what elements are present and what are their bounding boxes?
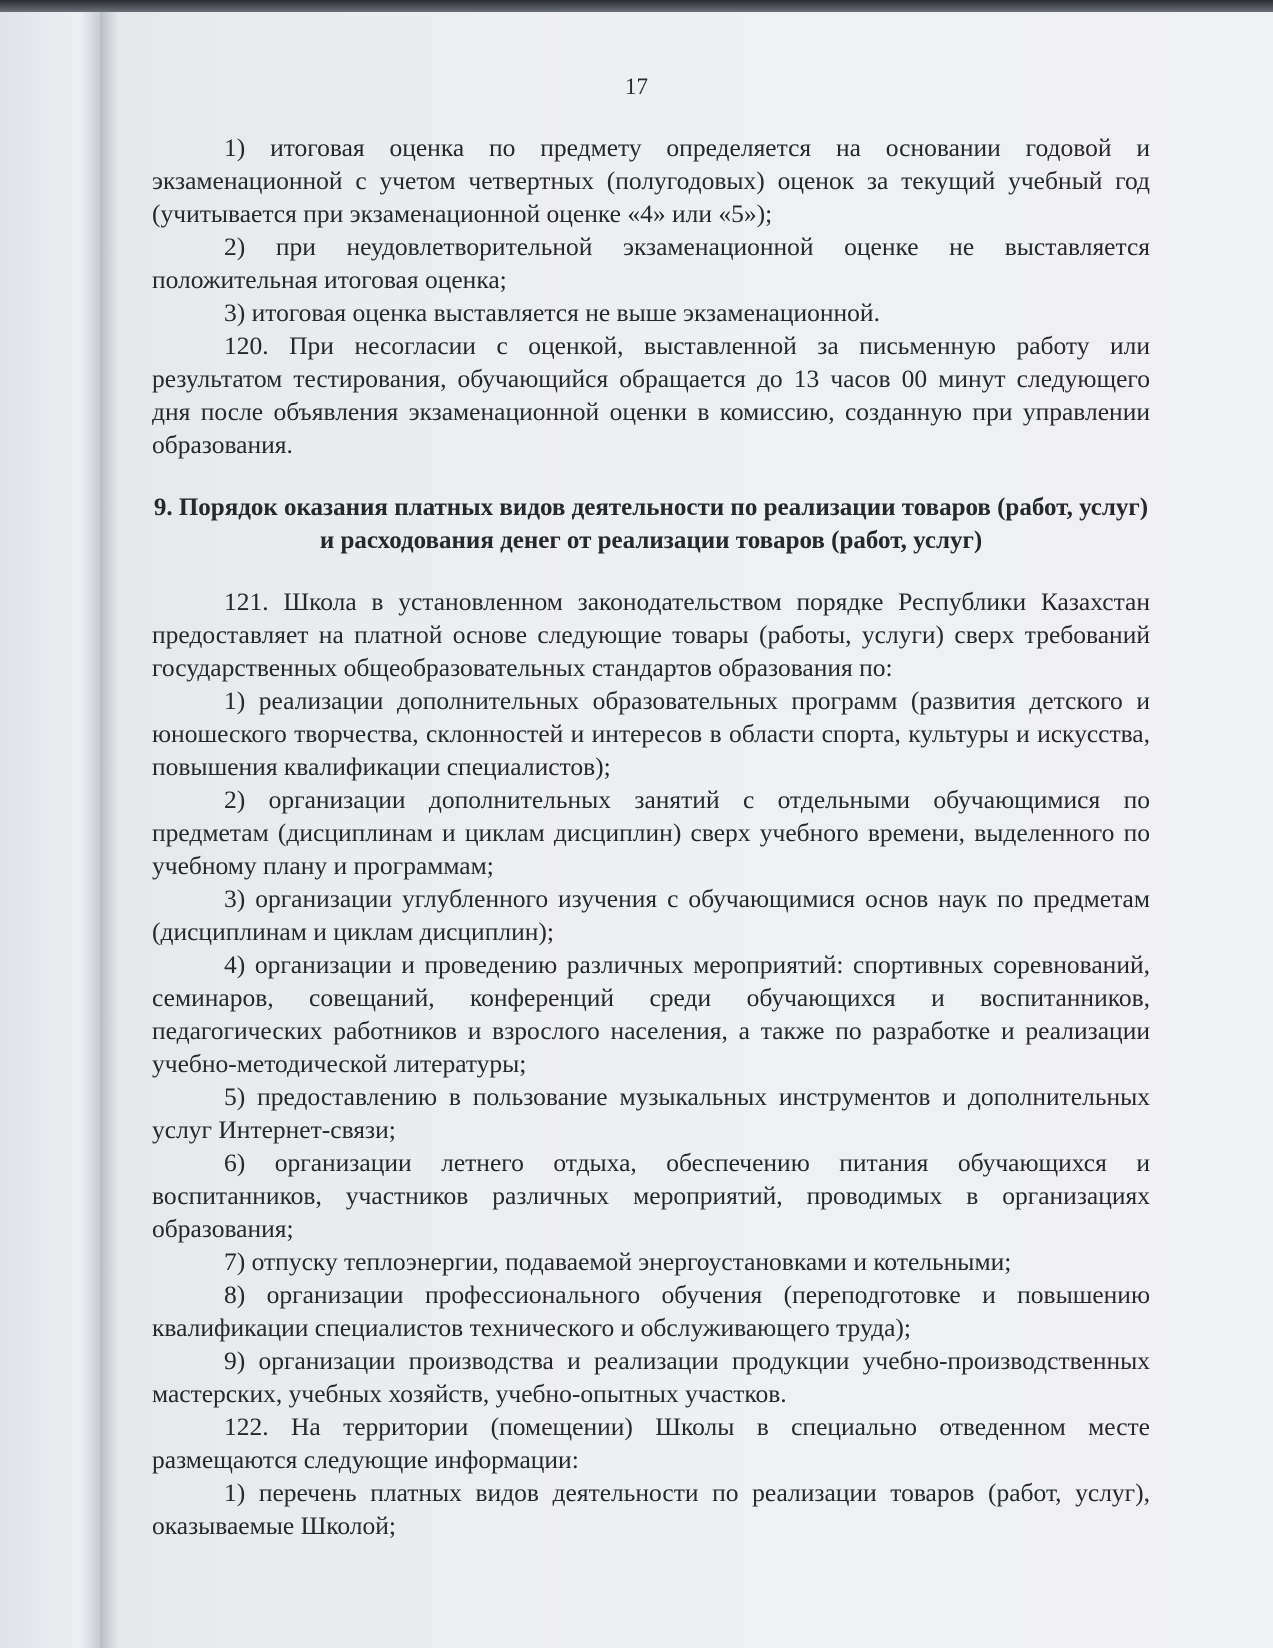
list-item: 9) организации производства и реализации продукции учебно-производственных мастерских, учебных хозяйств, учебно-опытных участков. [152, 1346, 1150, 1408]
page-body [152, 131, 1150, 1542]
scan-top-edge [0, 0, 1273, 12]
list-item: 5) предоставлению в пользование музыкальных инструментов и дополнительных услуг Интернет-связи; [152, 1082, 1150, 1144]
paragraph: 3) итоговая оценка выставляется не выше экзаменационной. [224, 298, 880, 327]
list-item: 1) реализации дополнительных образовательных программ (развития детского и юношеского творчества, склонностей и интересов в области спорта, культуры и искусства, повышения квалификации специалистов); [152, 686, 1150, 781]
paragraph: 121. Школа в установленном законодательством порядке Республики Казахстан предоставляет на платной основе следующие товары (работы, услуги) сверх требований государственных общеобразовательных стандартов образования по: [152, 587, 1150, 682]
list-item: 1) перечень платных видов деятельности по реализации товаров (работ, услуг), оказываемые Школой; [152, 1478, 1150, 1540]
section-heading: 9. Порядок оказания платных видов деятельности по реализации товаров (работ, услуг) и расходования денег от реализации товаров (работ, услуг) [153, 494, 1149, 554]
list-item: 6) организации летнего отдыха, обеспечению питания обучающихся и воспитанников, участников различных мероприятий, проводимых в организациях образования; [152, 1148, 1150, 1243]
list-item: 2) организации дополнительных занятий с отдельными обучающимися по предметам (дисциплинам и циклам дисциплин) сверх учебного времени, выделенного по учебному плану и программам; [152, 785, 1150, 880]
page-number: 17 [625, 74, 648, 99]
paragraph: 1) итоговая оценка по предмету определяется на основании годовой и экзаменационной с учетом четвертных (полугодовых) оценок за текущий учебный год (учитывается при экзаменационной оценке «4» или «5»); [152, 133, 1150, 228]
paragraph: 122. На территории (помещении) Школы в специально отведенном месте размещаются следующие информации: [152, 1412, 1150, 1474]
list-item: 4) организации и проведению различных мероприятий: спортивных соревнований, семинаров, совещаний, конференций среди обучающихся и воспитанников, педагогических работников и взрослого населения, а также по разработке и реализации учебно-методической литературы; [152, 950, 1150, 1078]
paragraph: 120. При несогласии с оценкой, выставленной за письменную работу или результатом тестирования, обучающийся обращается до 13 часов 00 минут следующего дня после объявления экзаменационной оценки в комиссию, созданную при управлении образования. [152, 331, 1150, 459]
list-item: 3) организации углубленного изучения с обучающимися основ наук по предметам (дисциплинам и циклам дисциплин); [152, 884, 1150, 946]
list-item: 7) отпуску теплоэнергии, подаваемой энергоустановками и котельными; [224, 1247, 1012, 1276]
adjacent-page-edge [0, 12, 100, 1648]
paragraph: 2) при неудовлетворительной экзаменационной оценке не выставляется положительная итоговая оценка; [152, 232, 1150, 294]
list-item: 8) организации профессионального обучения (переподготовке и повышению квалификации специалистов технического и обслуживающего труда); [152, 1280, 1150, 1342]
book-gutter [100, 12, 118, 1648]
